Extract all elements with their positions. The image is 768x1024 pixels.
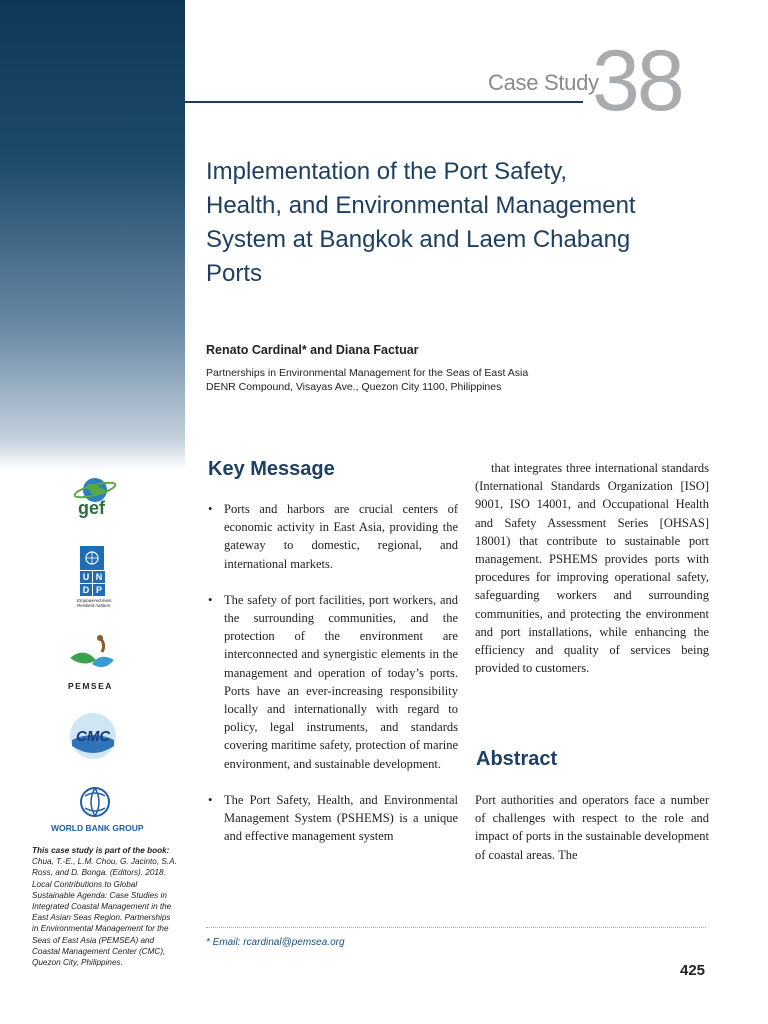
list-item — [206, 791, 458, 846]
key-message-bullet-1: Ports and harbors are crucial centers of economic activity in East Asia, providing the gateway to domestic, regional, and international markets. — [224, 502, 458, 571]
book-note-lead: This case study is part of the book: — [32, 846, 170, 855]
list-item — [206, 500, 458, 573]
pemsea-wordmark: PEMSEA — [68, 681, 113, 691]
undp-letter: N — [93, 571, 105, 583]
authors: Renato Cardinal* and Diana Factuar — [206, 343, 419, 357]
undp-tagline-2: Resilient nations. — [77, 603, 112, 608]
key-message-heading: Key Message — [208, 458, 335, 480]
bullet-icon: • — [208, 502, 213, 516]
key-message-bullet-3: The Port Safety, Health, and Environmental Management System (PSHEMS) is a unique and effective management system — [224, 792, 458, 844]
footnote-email: * Email: rcardinal@pemsea.org — [206, 937, 345, 948]
undp-tagline-1: Empowered lives. — [77, 598, 113, 603]
list-item — [206, 591, 458, 773]
affiliation-line-2: DENR Compound, Visayas Ave., Quezon City 1100, Philippines — [206, 381, 502, 393]
affiliation — [206, 366, 528, 394]
pemsea-emblem-icon — [62, 634, 122, 676]
footnote-divider — [206, 927, 706, 928]
undp-logo — [77, 546, 113, 608]
world-bank-logo — [47, 786, 143, 832]
cmc-logo — [69, 712, 117, 760]
gef-wordmark: gef — [78, 498, 105, 518]
case-study-label: Case Study — [488, 70, 599, 95]
bullet-icon: • — [208, 592, 213, 607]
page-number: 425 — [680, 962, 706, 979]
world-bank-globe-icon — [79, 786, 111, 818]
book-citation-note — [32, 845, 177, 968]
page-title: Implementation of the Port Safety, Health, and Environmental Management System at Bangkok and Laem Chabang Ports — [206, 158, 636, 287]
undp-tagline — [77, 598, 117, 608]
key-message-list — [206, 500, 458, 863]
affiliation-line-1: Partnerships in Environmental Management for the Seas of East Asia — [206, 367, 529, 379]
pemsea-logo — [62, 634, 122, 692]
cmc-wordmark: CMC — [76, 728, 111, 745]
undp-letter: P — [93, 584, 105, 596]
header-rule — [185, 101, 583, 103]
abstract-heading: Abstract — [476, 748, 558, 770]
case-study-number: 38 — [592, 33, 682, 129]
undp-letter: U — [80, 571, 92, 583]
un-emblem-icon — [80, 546, 104, 570]
world-bank-wordmark: WORLD BANK GROUP — [51, 823, 144, 833]
book-note-text: Chua, T.-E., L.M. Chou, G. Jacinto, S.A. Ross, and D. Bonga. (Editors). 2018. Local Contributions to Global Sustainable Agenda: Case Studies in Integrated Coastal Management in the East Asian Seas Region. Partnerships in Environmental Management for the Seas of East Asia (PEMSEA) and Coastal Management Center (CMC), Quezon City, Philippines. — [32, 857, 177, 968]
key-message-bullet-2: The safety of port facilities, port workers, and the surrounding communities, and the protection of the environment are interconnected and synergistic elements in the management and operation of today’s ports. Ports have an ever-increasing responsibility locally and internationally with regard to policy, legal instruments, and standards covering maritime safety, protection of marine environment, and sustainable development. — [224, 592, 458, 771]
abstract-text: Port authorities and operators face a number of challenges with respect to the role and impact of ports in the sustainable development of coastal areas. The — [475, 793, 709, 862]
undp-letter-grid — [80, 571, 110, 596]
bullet-icon: • — [208, 792, 213, 807]
undp-letter: D — [80, 584, 92, 596]
key-message-continuation: that integrates three international standards (International Standards Organization [ISO] 9001, ISO 14001, and Occupational Health and Safety Assessment Series [OHSAS] 18001) that contribute to sustainable port management. PSHEMS provides ports with procedures for improving operational safety, safeguarding workers and surrounding communities, and protecting the environment and port installations, while enhancing the efficiency and quality of services being provided to customers. — [475, 461, 709, 676]
gef-logo — [72, 474, 118, 524]
